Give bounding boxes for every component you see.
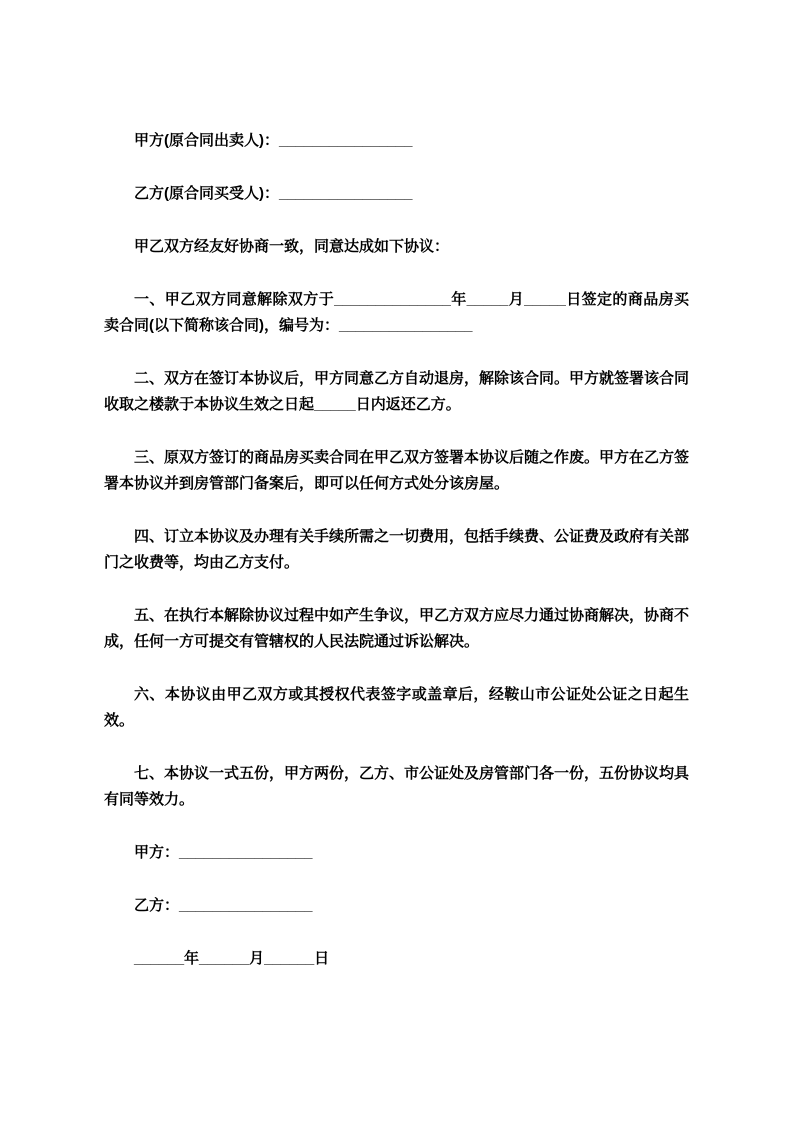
signature-date: ______年______月______日	[134, 950, 330, 967]
clause-1: 一、甲乙双方同意解除双方于______________年_____月_____日签定的商品房买卖合同(以下简称该合同)，编号为：________________	[104, 291, 689, 334]
clause-4: 四、订立本协议及办理有关手续所需之一切费用，包括手续费、公证费及政府有关部门之收费等，均由乙方支付。	[104, 528, 690, 571]
clause-7: 七、本协议一式五份，甲方两份，乙方、市公证处及房管部门各一份，五份协议均具有同等效力。	[104, 765, 690, 808]
clause-5: 五、在执行本解除协议过程中如产生争议，甲乙方双方应尽力通过协商解决，协商不成，任何一方可提交有管辖权的人民法院通过诉讼解决。	[104, 607, 690, 650]
signature-party-b: 乙方：________________	[134, 897, 313, 914]
clause-6: 六、本协议由甲乙双方或其授权代表签字或盖章后，经鞍山市公证处公证之日起生效。	[104, 686, 689, 729]
signature-party-a: 甲方：________________	[134, 844, 313, 861]
paragraph-intro: 甲乙双方经友好协商一致，同意达成如下协议：	[134, 238, 450, 255]
paragraph-party-b: 乙方(原合同买受人)：________________	[134, 185, 413, 202]
clause-2: 二、双方在签订本协议后，甲方同意乙方自动退房，解除该合同。甲方就签署该合同收取之楼款于本协议生效之日起_____日内返还乙方。	[104, 370, 690, 413]
clause-3: 三、原双方签订的商品房买卖合同在甲乙双方签署本协议后随之作废。甲方在乙方签署本协议并到房管部门备案后，即可以任何方式处分该房屋。	[104, 449, 690, 492]
paragraph-party-a: 甲方(原合同出卖人)：________________	[134, 132, 413, 149]
